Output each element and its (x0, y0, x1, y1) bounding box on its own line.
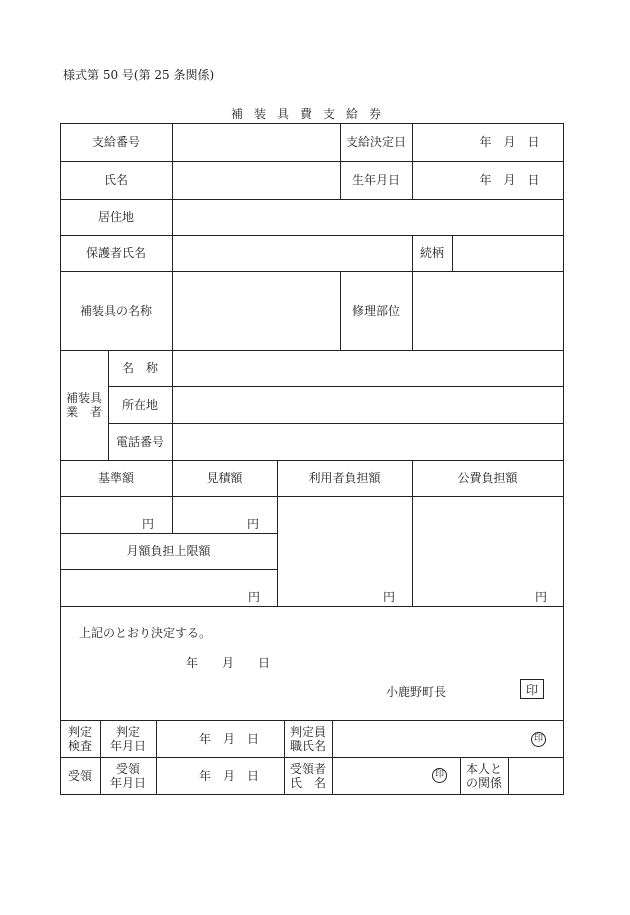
guardian-name-label: 保護者氏名 (85, 246, 146, 260)
receipt-date-label (100, 757, 156, 794)
monthly-cap-field[interactable]: 円 (247, 590, 260, 604)
device-name-field[interactable] (173, 271, 340, 350)
decision-date-field[interactable]: 年 月 日 (479, 135, 540, 149)
public-burden-header: 公費負担額 (457, 471, 518, 485)
vendor-group-label (60, 350, 108, 460)
receipt-date-label-line1: 受領 (115, 761, 140, 776)
decision-statement: 上記のとおり決定する。 (79, 626, 212, 640)
payment-number-field[interactable] (173, 123, 340, 161)
form-title: 補装具費支給券 (230, 107, 392, 121)
name-label: 氏名 (103, 173, 128, 187)
user-burden-header: 利用者負担額 (308, 471, 381, 485)
official-seal-text: 印 (525, 682, 538, 697)
inspection-label-line2: 検査 (67, 738, 92, 753)
judge-name-label (284, 720, 332, 757)
relation-to-person-field[interactable] (509, 757, 563, 794)
receipt-date-field[interactable]: 年 月 日 (198, 768, 259, 783)
form-number-label: 様式第 50 号(第 25 条関係) (63, 68, 215, 82)
inspection-label-line1: 判定 (67, 724, 92, 739)
vendor-name-label: 名 称 (121, 361, 158, 375)
vendor-address-label: 所在地 (121, 397, 158, 412)
vendor-name-field[interactable] (173, 350, 563, 386)
public-burden-field[interactable]: 円 (534, 590, 547, 604)
inspection-label (60, 720, 100, 757)
estimate-amount-field[interactable]: 円 (246, 517, 259, 531)
judge-date-label (100, 720, 156, 757)
receiver-name-label-line1: 受領者 (289, 761, 326, 776)
device-name-label: 補装具の名称 (79, 303, 152, 318)
judge-name-field[interactable] (333, 720, 563, 757)
standard-amount-field[interactable]: 円 (141, 517, 154, 531)
repair-part-field[interactable] (413, 271, 563, 350)
receiver-name-label-line2: 氏 名 (289, 775, 326, 790)
relation-to-person-label-line2: の関係 (465, 775, 502, 790)
standard-amount-header: 基準額 (97, 471, 134, 485)
user-burden-field[interactable]: 円 (382, 590, 395, 604)
decision-date-label: 支給決定日 (345, 135, 406, 149)
relation-to-person-label (460, 757, 508, 794)
repair-part-label: 修理部位 (351, 303, 400, 318)
relationship-label: 続柄 (419, 246, 444, 260)
judge-name-label-line1: 判定員 (289, 724, 326, 739)
receiver-name-label (284, 757, 332, 794)
address-field[interactable] (173, 199, 563, 235)
receipt-date-label-line2: 年月日 (109, 775, 146, 790)
judge-date-label-line1: 判定 (115, 724, 140, 739)
payment-number-label: 支給番号 (91, 135, 140, 149)
receipt-label: 受領 (67, 768, 92, 783)
judge-name-label-line2: 職氏名 (289, 738, 326, 753)
judge-date-field[interactable]: 年 月 日 (198, 731, 259, 746)
judge-date-label-line2: 年月日 (109, 738, 146, 753)
vendor-phone-field[interactable] (173, 423, 563, 460)
birth-date-field[interactable]: 年 月 日 (479, 173, 540, 187)
guardian-name-field[interactable] (173, 235, 412, 271)
name-field[interactable] (173, 161, 340, 199)
vendor-phone-label: 電話番号 (115, 434, 164, 449)
official-seal-box (520, 679, 544, 699)
birth-date-label: 生年月日 (351, 173, 400, 187)
relation-to-person-label-line1: 本人と (465, 761, 502, 776)
relationship-field[interactable] (453, 235, 563, 271)
vendor-group-label-line1: 補装具 (65, 391, 102, 405)
decision-date: 年 月 日 (186, 656, 271, 670)
receiver-seal-icon (432, 768, 447, 783)
vendor-group-label-line2: 業 者 (65, 405, 102, 419)
monthly-cap-label: 月額負担上限額 (126, 544, 211, 558)
estimate-amount-header: 見積額 (206, 471, 243, 485)
issuer-name: 小鹿野町長 (386, 685, 447, 699)
address-label: 居住地 (97, 210, 134, 224)
receiver-seal-text: 印 (434, 770, 444, 780)
vendor-address-field[interactable] (173, 386, 563, 423)
judge-seal-icon (531, 732, 546, 747)
judge-seal-text: 印 (533, 734, 543, 744)
